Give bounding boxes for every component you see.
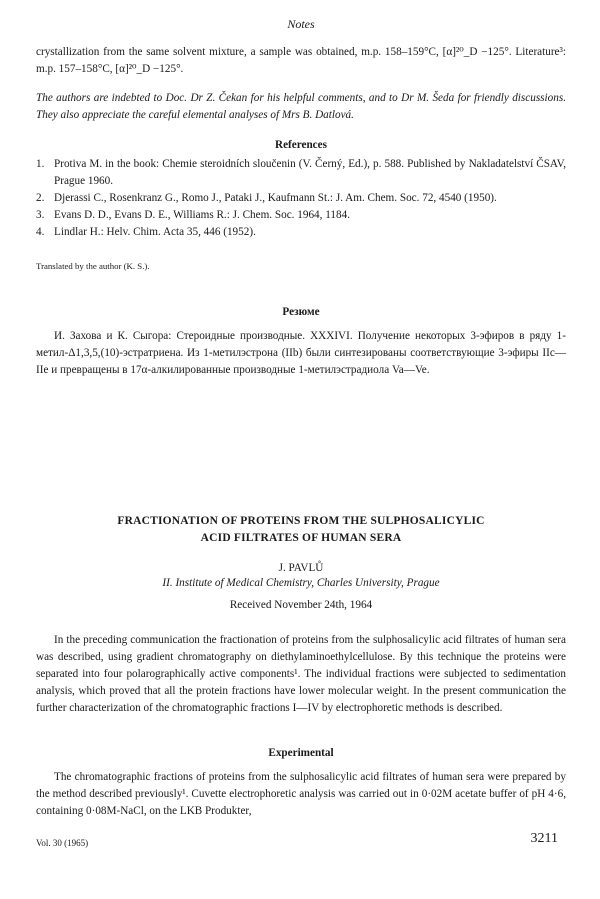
author: J. PAVLŮ	[278, 562, 324, 574]
article-title	[36, 513, 566, 547]
page-number: 3211	[530, 831, 558, 846]
acknowledgement: The authors are indebted to Doc. Dr Z. Čekan for his helpful comments, and to Dr M. Šeda for friendly discussions. They also appreciate the careful elemental analyses of Mrs B. Datlová.	[36, 92, 566, 121]
reference-item: 1. Protiva M. in the book: Chemie steroidních sloučenin (V. Černý, Ed.), p. 588. Published by Nakladatelství ČSAV, Prague 1960.	[36, 158, 566, 187]
references-heading: References	[275, 139, 327, 151]
experimental-heading: Experimental	[268, 747, 334, 759]
experimental-paragraph: The chromatographic fractions of proteins from the sulphosalicylic acid filtrates of human sera were prepared by the method described previously¹. Cuvette electrophoretic analysis was carried out in 0·02M acetate buffer of pH 4·6, containing 0·08M-NaCl, on the LKB Produkter,	[36, 771, 566, 817]
page	[36, 0, 566, 899]
reference-item: 2. Djerassi C., Rosenkranz G., Romo J., Pataki J., Kaufmann St.: J. Am. Chem. Soc. 72, 4540 (1950).	[36, 192, 497, 204]
affiliation: II. Institute of Medical Chemistry, Charles University, Prague	[162, 577, 440, 589]
references-list	[36, 156, 566, 241]
resume-text: И. Захова и К. Сыгора: Стероидные производные. XXXIVI. Получение некоторых 3-эфиров в ряду 1-метил-Δ1,3,5,(10)-эстратриена. Из 1-метилэстрона (IIb) были синтезированы соответствующие 3-эфиры IIc—IIe и превращены в 17α-алкилированные производные 1-метилэстрадиола Va—Ve.	[36, 330, 566, 376]
received-date: Received November 24th, 1964	[229, 599, 373, 611]
reference-item: 3. Evans D. D., Evans D. E., Williams R.: J. Chem. Soc. 1964, 1184.	[36, 209, 351, 221]
running-header: Notes	[287, 17, 315, 31]
top-paragraph: crystallization from the same solvent mixture, a sample was obtained, m.p. 158–159°C, [α]²⁰_D −125°. Literature³: m.p. 157–158°C, [α]²⁰_D −125°.	[36, 46, 566, 75]
footer-volume: Vol. 30 (1965)	[36, 838, 89, 848]
reference-item: 4. Lindlar H.: Helv. Chim. Acta 35, 446 (1952).	[36, 226, 256, 238]
translated-note: Translated by the author (K. S.).	[36, 261, 150, 271]
article-title-line-2: ACID FILTRATES OF HUMAN SERA	[200, 532, 402, 544]
resume-heading: Резюме	[282, 306, 320, 318]
intro-paragraph: In the preceding communication the fractionation of proteins from the sulphosalicylic acid filtrates of human sera was described, using gradient chromatography on diethylaminoethylcellulose. By this technique the proteins were separated into four polarographically active components¹. The individual fractions were subjected to sedimentation analysis, which proved that all the protein fractions have lower molecular weight. In the present communication the further characterization of the chromatographic fractions I—IV by electrophoretic methods is described.	[36, 634, 566, 714]
article-title-line-1: FRACTIONATION OF PROTEINS FROM THE SULPHOSALICYLIC	[117, 515, 485, 527]
